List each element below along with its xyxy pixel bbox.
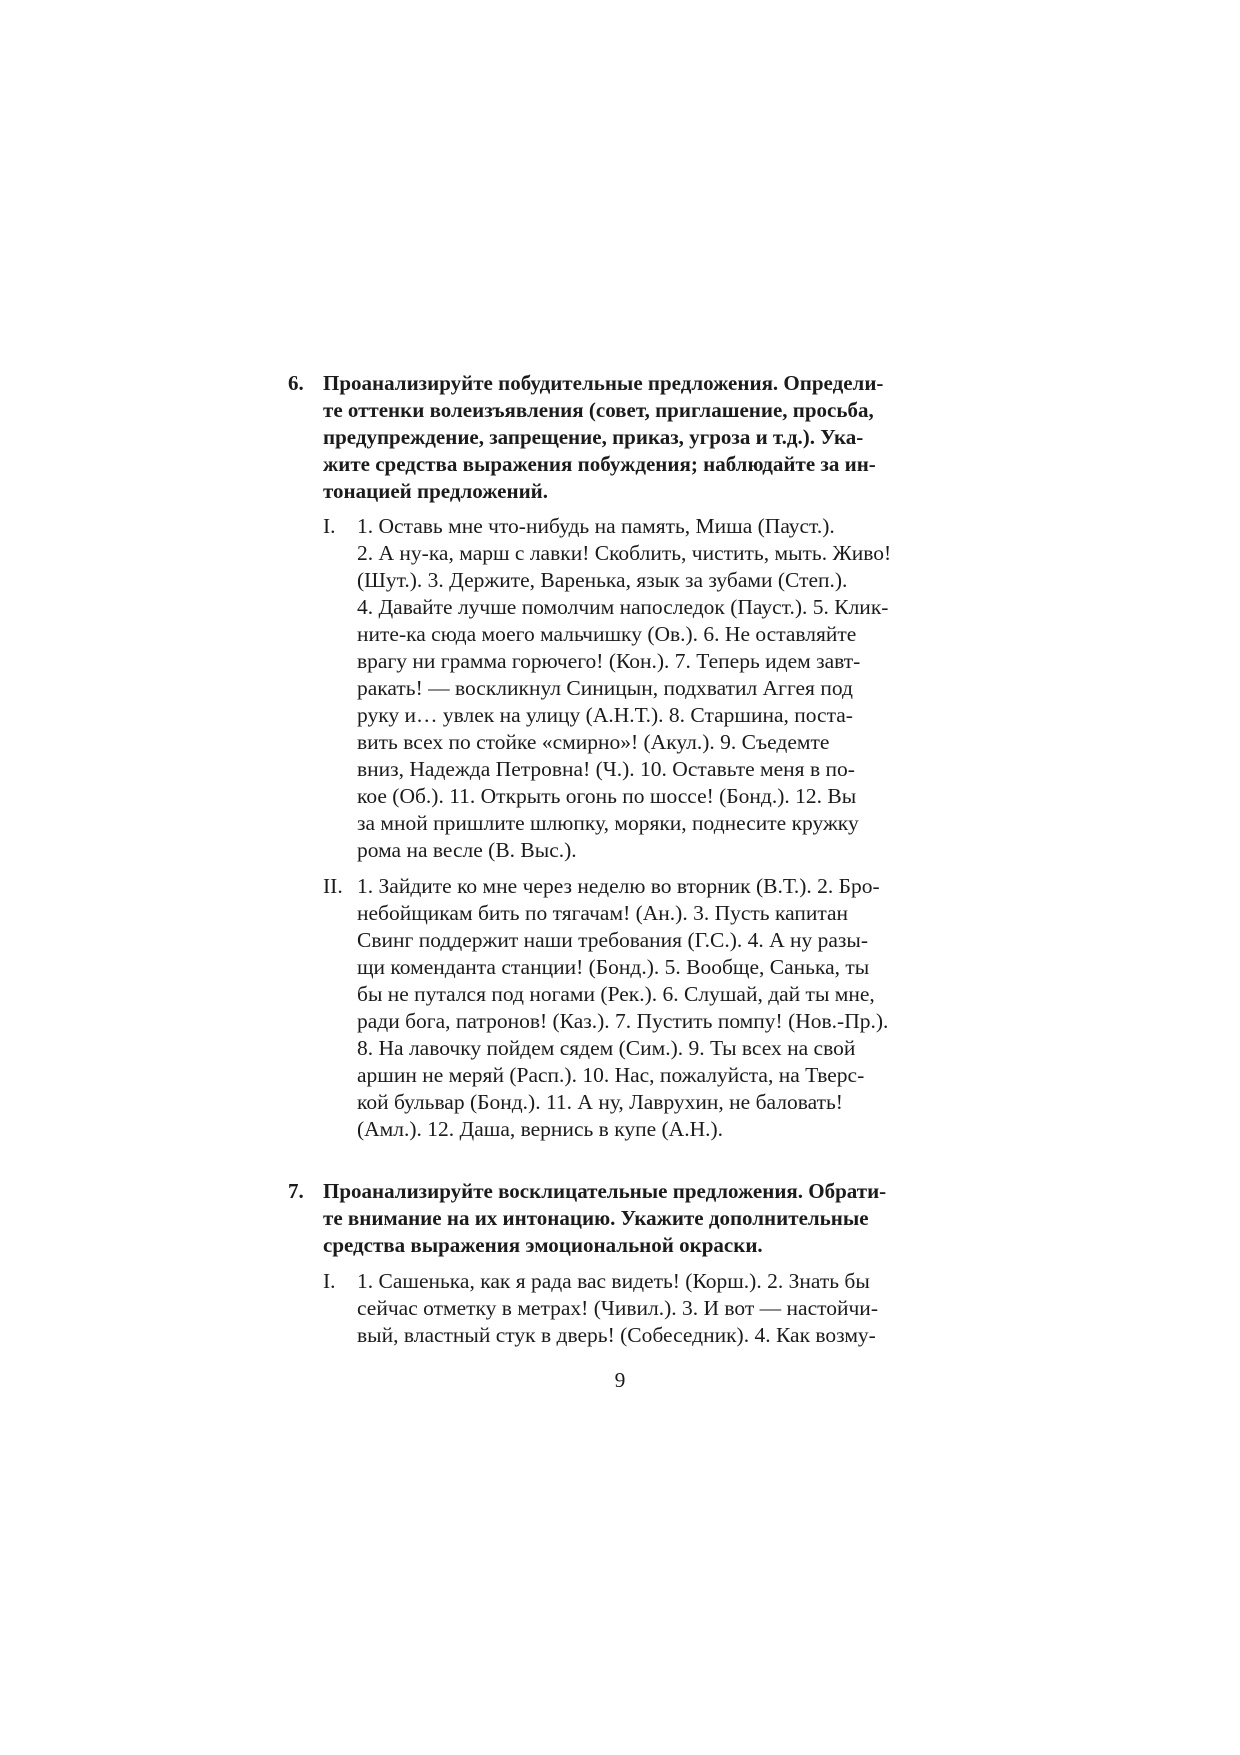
task-6-part-1-line: 4. Давайте лучше помолчим напоследок (Пауст.). 5. Клик- — [357, 595, 889, 619]
task-7-part-1-label: I. — [323, 1269, 336, 1293]
task-6-part-2-line: аршин не меряй (Расп.). 10. Нас, пожалуйста, на Тверс- — [357, 1063, 865, 1087]
task-6-heading-line: жите средства выражения побуждения; наблюдайте за ин- — [323, 452, 876, 476]
task-6-part-2-line: кой бульвар (Бонд.). 11. А ну, Лаврухин, не баловать! — [357, 1090, 843, 1114]
task-6-part-2-line: бы не путался под ногами (Рек.). 6. Слушай, дай ты мне, — [357, 982, 875, 1006]
task-6-part-1-line: 1. Оставь мне что-нибудь на память, Миша (Пауст.). — [357, 514, 835, 538]
task-6-part-1-line: кое (Об.). 11. Открыть огонь по шоссе! (Бонд.). 12. Вы — [357, 784, 857, 808]
task-6-heading-line: те оттенки волеизъявления (совет, приглашение, просьба, — [323, 398, 874, 422]
task-6-part-2-line: Свинг поддержит наши требования (Г.С.). 4. А ну разы- — [357, 928, 869, 952]
task-7-heading-line: средства выражения эмоциональной окраски. — [323, 1233, 763, 1257]
task-6-part-1-line: (Шут.). 3. Держите, Варенька, язык за зубами (Степ.). — [357, 568, 848, 592]
task-6-part-1-line: руку и… увлек на улицу (А.Н.Т.). 8. Старшина, поста- — [357, 703, 853, 727]
task-6-heading-line: предупреждение, запрещение, приказ, угроза и т.д.). Ука- — [323, 425, 864, 449]
task-6-part-1-line: вить всех по стойке «смирно»! (Акул.). 9. Съедемте — [357, 730, 830, 754]
task-6-part-1-line: ните-ка сюда моего мальчишку (Ов.). 6. Не оставляйте — [357, 622, 857, 646]
task-6-part-2-line: щи коменданта станции! (Бонд.). 5. Вообще, Санька, ты — [357, 955, 870, 979]
task-7-heading-line: Проанализируйте восклицательные предложения. Обрати- — [323, 1179, 887, 1203]
task-6-number: 6. — [288, 371, 304, 395]
task-6-part-1-label: I. — [323, 514, 336, 538]
task-6-part-1-line: ракать! — воскликнул Синицын, подхватил Аггея под — [357, 676, 853, 700]
task-6-part-2-line: 1. Зайдите ко мне через неделю во вторник (В.Т.). 2. Бро- — [357, 874, 880, 898]
task-6-heading-line: Проанализируйте побудительные предложения. Определи- — [323, 371, 884, 395]
task-6-part-2-line: (Амл.). 12. Даша, вернись в купе (А.Н.). — [357, 1117, 724, 1141]
task-6-part-2-line: ради бога, патронов! (Каз.). 7. Пустить помпу! (Нов.-Пр.). — [357, 1009, 889, 1033]
task-6-part-1-line: за мной пришлите шлюпку, моряки, поднесите кружку — [357, 811, 859, 835]
page-number: 9 — [614, 1368, 626, 1392]
task-6-part-1-line: врагу ни грамма горючего! (Кон.). 7. Теперь идем завт- — [357, 649, 861, 673]
task-6-part-1-line: 2. А ну-ка, марш с лавки! Скоблить, чистить, мыть. Живо! — [357, 541, 892, 565]
task-7-number: 7. — [288, 1179, 304, 1203]
task-6-part-2-label: II. — [323, 874, 343, 898]
task-7-part-1-line: 1. Сашенька, как я рада вас видеть! (Корш.). 2. Знать бы — [357, 1269, 870, 1293]
task-6-part-2-line: 8. На лавочку пойдем сядем (Сим.). 9. Ты всех на свой — [357, 1036, 856, 1060]
task-6-part-1-line: вниз, Надежда Петровна! (Ч.). 10. Оставьте меня в по- — [357, 757, 855, 781]
task-7-heading-line: те внимание на их интонацию. Укажите дополнительные — [323, 1206, 869, 1230]
task-6-part-2-line: небойщикам бить по тягачам! (Ан.). 3. Пусть капитан — [357, 901, 849, 925]
task-7-part-1-line: вый, властный стук в дверь! (Собеседник). 4. Как возму- — [357, 1323, 876, 1347]
task-7-part-1-line: сейчас отметку в метрах! (Чивил.). 3. И вот — настойчи- — [357, 1296, 878, 1320]
task-6-heading-line: тонацией предложений. — [323, 479, 549, 503]
task-6-part-1-line: рома на весле (В. Выс.). — [357, 838, 577, 862]
